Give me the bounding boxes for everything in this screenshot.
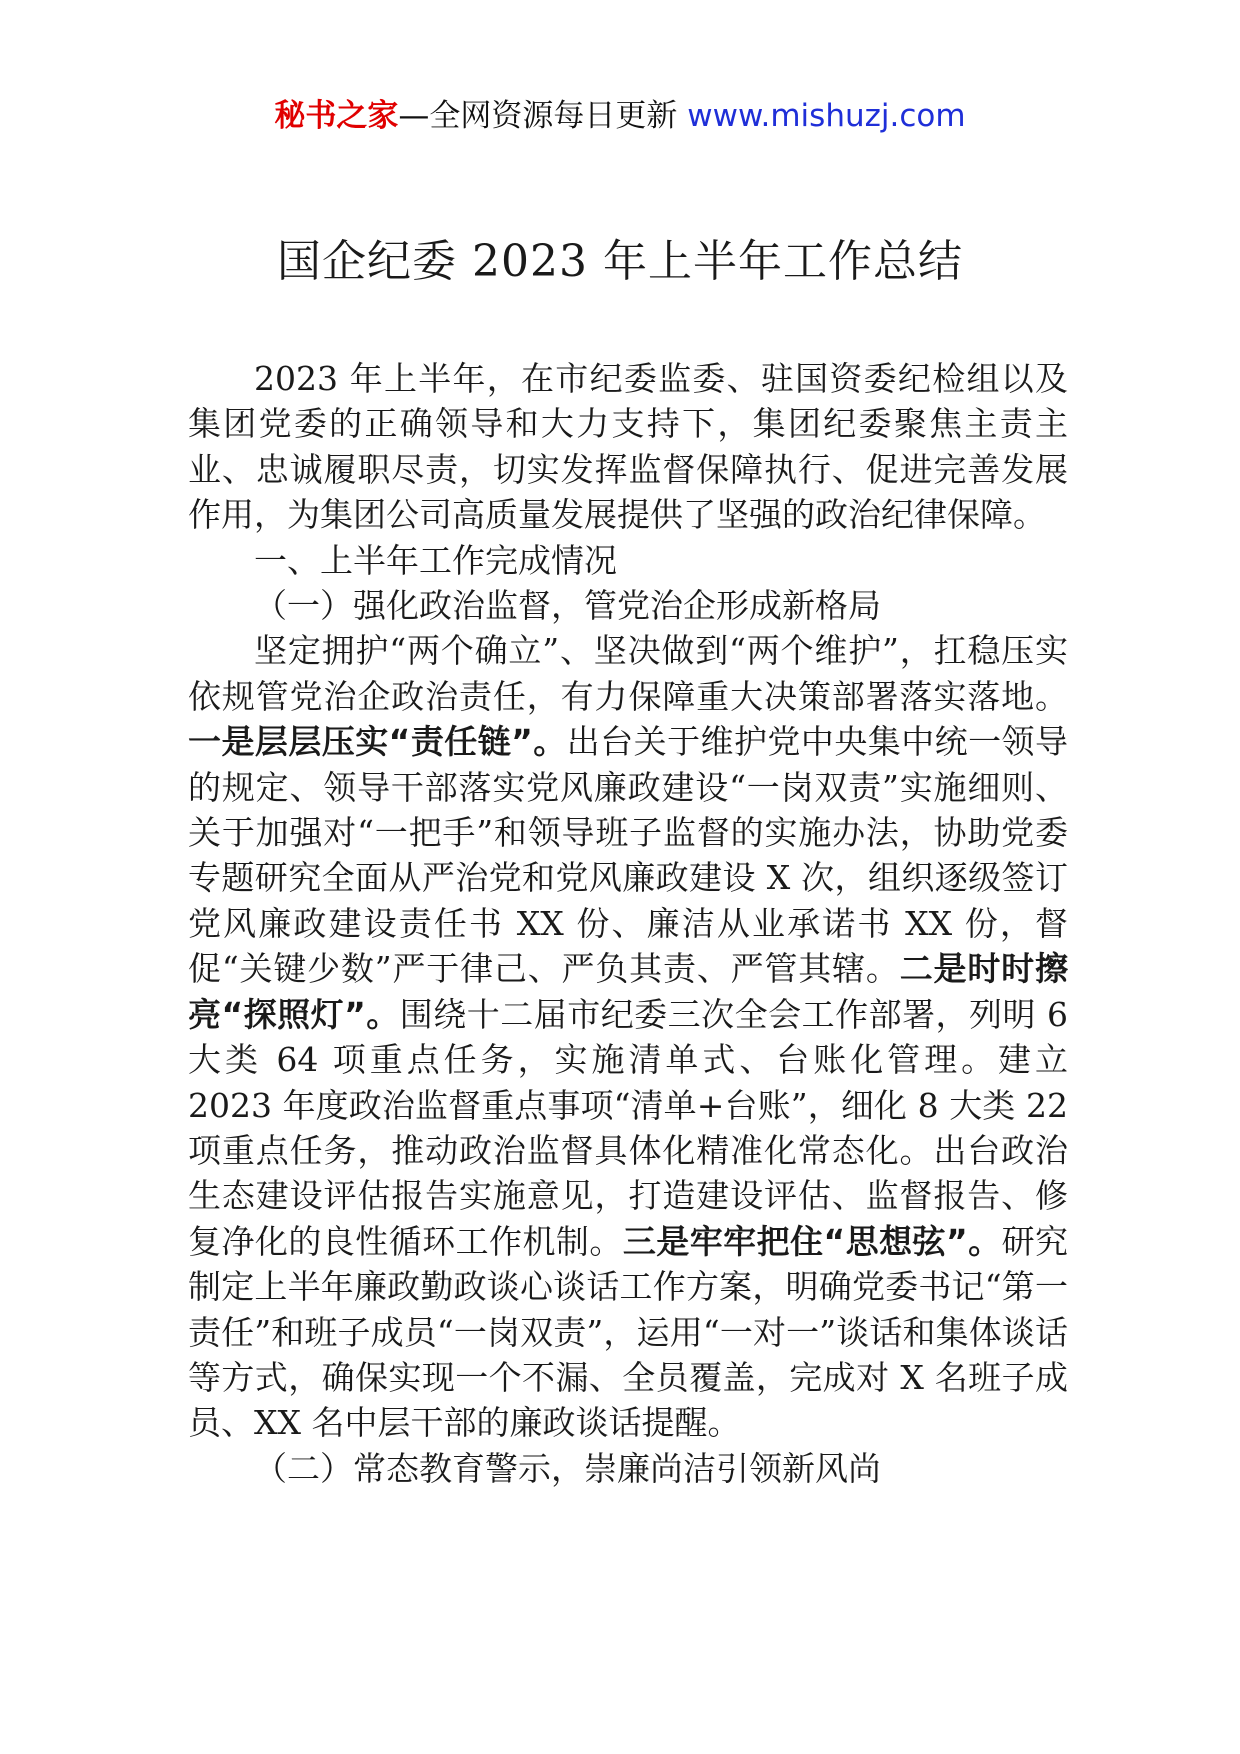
site-url-link[interactable]: www.mishuzj.com: [687, 98, 966, 134]
bold-point-2: 二是时时擦亮“探照灯”。: [188, 949, 1069, 1034]
paragraph-text: 出台关于维护党中央集中统一领导的规定、领导干部落实党风廉政建设“一岗双责”实施细则、关于加强对“一把手”和领导班子监督的实施办法，协助党委专题研究全面从严治党和党风廉政建设 X 次，组织逐级签订党风廉政建设责任书 XX 份、廉洁从业承诺书 XX 份，督促“关键少数”严于律己、严负其责、严管其辖。: [188, 722, 1069, 989]
paragraph-text: 坚定拥护“两个确立”、坚决做到“两个维护”，扛稳压实依规管党治企政治责任，有力保障重大决策部署落实落地。: [188, 631, 1068, 716]
subsection-heading-1: （一）强化政治监督，管党治企形成新格局: [254, 586, 881, 626]
brand-name: 秘书之家: [274, 98, 399, 134]
site-header: [0, 96, 1240, 136]
document-title: 国企纪委 2023 年上半年工作总结: [277, 236, 963, 287]
bold-point-3: 三是牢牢把住“思想弦”。: [622, 1221, 1002, 1261]
subsection-heading-2: （二）常态教育警示，崇廉尚洁引领新风尚: [254, 1448, 881, 1488]
bold-point-1: 一是层层压实“责任链”。: [188, 722, 567, 762]
paragraph-text: 研究制定上半年廉政勤政谈心谈话工作方案，明确党委书记“第一责任”和班子成员“一岗双责”，运用“一对一”谈话和集体谈话等方式，确保实现一个不漏、全员覆盖，完成对 X 名班子成员、XX 名中层干部的廉政谈话提醒。: [188, 1221, 1069, 1443]
paragraph-text: 围绕十二届市纪委三次全会工作部署，列明 6 大类 64 项重点任务，实施清单式、台账化管理。建立 2023 年度政治监督重点事项“清单+台账”，细化 8 大类 22 项重点任务，推动政治监督具体化精准化常态化。出台政治生态建设评估报告实施意见，打造建设评估、监督报告、修复净化的良性循环工作机制。: [188, 994, 1068, 1261]
document-body: [188, 356, 1068, 1491]
body-paragraph-1: [188, 628, 1068, 1445]
section-heading-1: 一、上半年工作完成情况: [254, 540, 617, 580]
header-tagline: —全网资源每日更新: [398, 98, 688, 134]
intro-paragraph: 2023 年上半年，在市纪委监委、驻国资委纪检组以及集团党委的正确领导和大力支持下，集团纪委聚焦主责主业、忠诚履职尽责，切实发挥监督保障执行、促进完善发展作用，为集团公司高质量发展提供了坚强的政治纪律保障。: [188, 359, 1068, 535]
